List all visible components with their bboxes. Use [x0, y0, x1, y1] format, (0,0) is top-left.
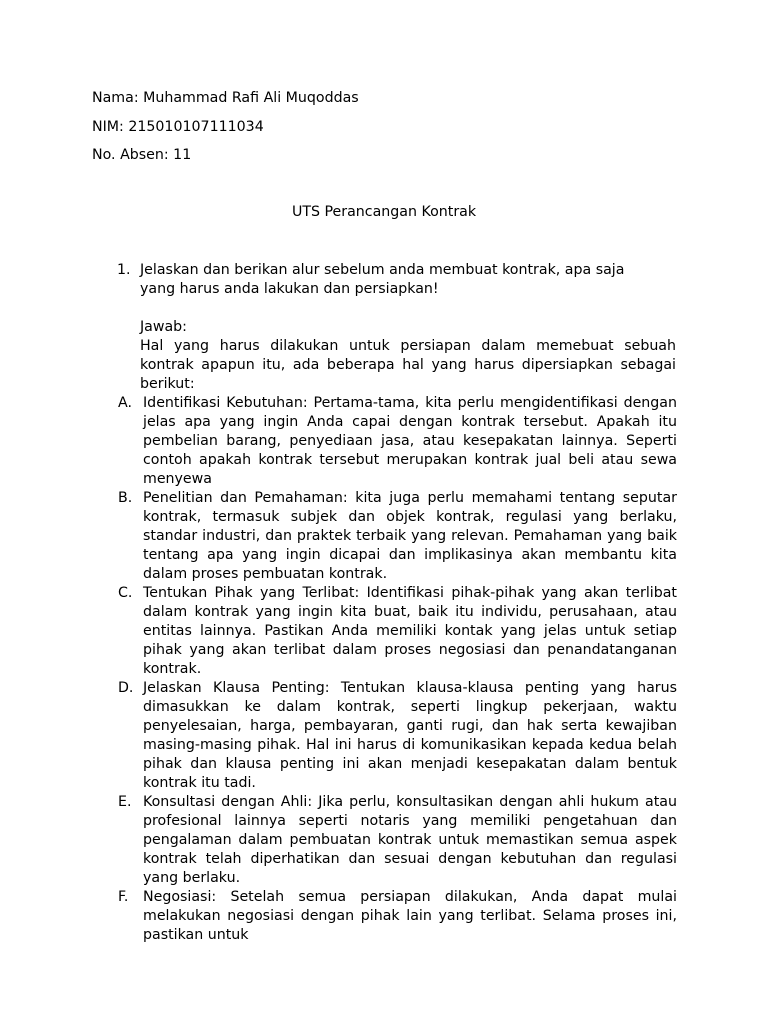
- question-1: [117, 261, 657, 299]
- list-marker: B.: [118, 490, 133, 506]
- list-item: [117, 394, 677, 489]
- list-marker: F.: [118, 889, 129, 905]
- list-marker: C.: [118, 585, 133, 601]
- list-item-text: Tentukan Pihak yang Terlibat: Identifikasi pihak-pihak yang akan terlibat dalam kontrak yang ingin kita buat, baik itu individu, perusahaan, atau entitas lainnya. Pastikan Anda memiliki kontak yang jelas untuk setiap pihak yang akan terlibat dalam proses negosiasi dan penandatanganan kontrak.: [143, 585, 677, 677]
- list-item-text: Penelitian dan Pemahaman: kita juga perlu memahami tentang seputar kontrak, termasuk subjek dan objek kontrak, regulasi yang berlaku, standar industri, dan praktek terbaik yang relevan. Pemahaman yang baik tentang apa yang ingin dicapai dan implikasinya akan membantu kita dalam proses pembuatan kontrak.: [143, 490, 677, 582]
- question-number: 1.: [117, 262, 131, 278]
- list-item-text: Identifikasi Kebutuhan: Pertama-tama, kita perlu mengidentifikasi dengan jelas apa yang ingin Anda capai dengan kontrak tersebut. Apakah itu pembelian barang, penyediaan jasa, atau kesepakatan lainnya. Seperti contoh apakah kontrak tersebut merupakan kontrak jual beli atau sewa menyewa: [143, 395, 677, 487]
- list-item-text: Konsultasi dengan Ahli: Jika perlu, konsultasikan dengan ahli hukum atau profesional lainnya seperti notaris yang memiliki pengetahuan dan pengalaman dalam pembuatan kontrak untuk memastikan semua aspek kontrak telah diperhatikan dan sesuai dengan kebutuhan dan regulasi yang berlaku.: [143, 794, 677, 886]
- list-marker: E.: [118, 794, 132, 810]
- student-absen: No. Absen: 11: [92, 147, 192, 163]
- list-item: [117, 584, 677, 679]
- list-item-text: Negosiasi: Setelah semua persiapan dilakukan, Anda dapat mulai melakukan negosiasi dengan pihak lain yang terlibat. Selama proses ini, pastikan untuk: [143, 889, 677, 943]
- list-item-text: Jelaskan Klausa Penting: Tentukan klausa-klausa penting yang harus dimasukkan ke dalam kontrak, seperti lingkup pekerjaan, waktu penyelesaian, harga, pembayaran, ganti rugi, dan hak serta kewajiban masing-masing pihak. Hal ini harus di komunikasikan kepada kedua belah pihak dan klausa penting ini akan menjadi kesepakatan dalam bentuk kontrak itu tadi.: [143, 680, 677, 791]
- preparation-list: [117, 394, 677, 945]
- list-item: [117, 489, 677, 584]
- student-name: Nama: Muhammad Rafi Ali Muqoddas: [92, 90, 359, 106]
- list-marker: A.: [118, 395, 132, 411]
- list-marker: D.: [118, 680, 134, 696]
- list-item: [117, 679, 677, 793]
- answer-intro: Hal yang harus dilakukan untuk persiapan dalam memebuat sebuah kontrak apapun itu, ada beberapa hal yang harus dipersiapkan sebagai berikut:: [140, 338, 676, 392]
- document-title: UTS Perancangan Kontrak: [291, 204, 477, 220]
- list-item: [117, 793, 677, 888]
- student-nim: NIM: 215010107111034: [92, 119, 264, 135]
- answer-block: [140, 318, 676, 394]
- question-text: Jelaskan dan berikan alur sebelum anda membuat kontrak, apa saja yang harus anda lakukan dan persiapkan!: [140, 262, 625, 297]
- answer-label: Jawab:: [140, 319, 187, 335]
- list-item: [117, 888, 677, 945]
